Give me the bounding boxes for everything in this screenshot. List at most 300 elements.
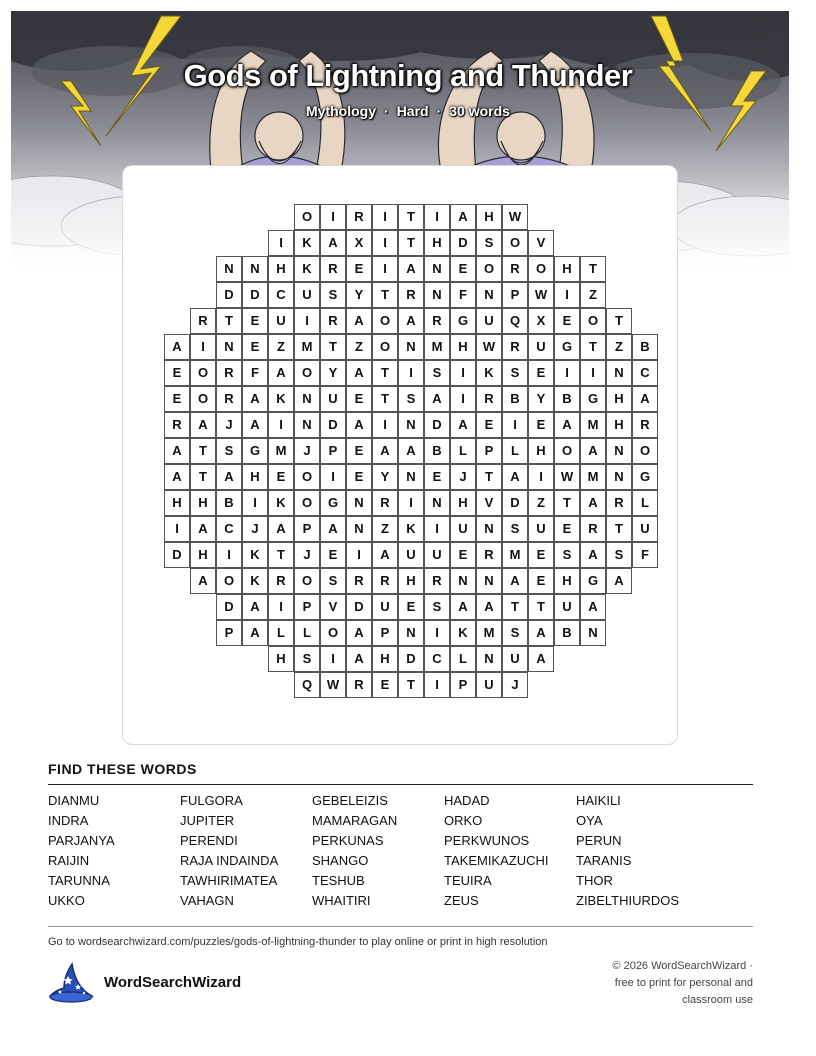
grid-cell[interactable]: O <box>528 256 554 282</box>
grid-cell[interactable]: A <box>372 438 398 464</box>
grid-cell[interactable]: I <box>554 282 580 308</box>
grid-cell[interactable]: V <box>476 490 502 516</box>
grid-cell[interactable]: V <box>528 230 554 256</box>
grid-cell[interactable]: A <box>528 620 554 646</box>
grid-cell[interactable]: O <box>294 360 320 386</box>
grid-cell[interactable]: P <box>476 438 502 464</box>
grid-cell[interactable]: A <box>346 412 372 438</box>
grid-cell[interactable]: T <box>190 438 216 464</box>
grid-cell[interactable]: S <box>216 438 242 464</box>
grid-cell[interactable]: N <box>606 464 632 490</box>
grid-cell[interactable]: P <box>450 672 476 698</box>
grid-cell[interactable]: A <box>164 464 190 490</box>
grid-cell[interactable]: R <box>346 568 372 594</box>
grid-cell[interactable]: D <box>320 412 346 438</box>
grid-cell[interactable]: L <box>502 438 528 464</box>
grid-cell[interactable]: A <box>190 568 216 594</box>
grid-cell[interactable]: D <box>164 542 190 568</box>
grid-cell[interactable]: C <box>268 282 294 308</box>
grid-cell[interactable]: N <box>580 620 606 646</box>
grid-cell[interactable]: R <box>580 516 606 542</box>
grid-cell[interactable]: S <box>502 620 528 646</box>
grid-cell[interactable]: N <box>242 256 268 282</box>
grid-cell[interactable]: H <box>450 334 476 360</box>
grid-cell[interactable]: N <box>346 490 372 516</box>
grid-cell[interactable]: N <box>398 620 424 646</box>
grid-cell[interactable]: W <box>502 204 528 230</box>
grid-cell[interactable]: T <box>398 230 424 256</box>
grid-cell[interactable]: E <box>164 360 190 386</box>
grid-cell[interactable]: K <box>294 256 320 282</box>
grid-cell[interactable]: Z <box>528 490 554 516</box>
grid-cell[interactable]: T <box>580 334 606 360</box>
grid-cell[interactable]: N <box>346 516 372 542</box>
grid-cell[interactable]: I <box>424 204 450 230</box>
grid-cell[interactable]: K <box>242 568 268 594</box>
grid-cell[interactable]: I <box>398 490 424 516</box>
grid-cell[interactable]: D <box>216 594 242 620</box>
grid-cell[interactable]: O <box>294 568 320 594</box>
grid-cell[interactable]: L <box>450 438 476 464</box>
grid-cell[interactable]: D <box>242 282 268 308</box>
grid-cell[interactable]: I <box>450 386 476 412</box>
grid-cell[interactable]: O <box>372 334 398 360</box>
grid-cell[interactable]: T <box>372 360 398 386</box>
grid-cell[interactable]: D <box>346 594 372 620</box>
grid-cell[interactable]: B <box>424 438 450 464</box>
grid-cell[interactable]: A <box>268 516 294 542</box>
grid-cell[interactable]: H <box>450 490 476 516</box>
grid-cell[interactable]: U <box>320 386 346 412</box>
grid-cell[interactable]: P <box>294 516 320 542</box>
grid-cell[interactable]: H <box>554 568 580 594</box>
grid-cell[interactable]: R <box>424 568 450 594</box>
grid-cell[interactable]: N <box>424 282 450 308</box>
grid-cell[interactable]: H <box>528 438 554 464</box>
grid-cell[interactable]: R <box>268 568 294 594</box>
grid-cell[interactable]: R <box>216 360 242 386</box>
grid-cell[interactable]: K <box>476 360 502 386</box>
grid-cell[interactable]: L <box>450 646 476 672</box>
grid-cell[interactable]: U <box>372 594 398 620</box>
grid-cell[interactable]: K <box>268 490 294 516</box>
grid-cell[interactable]: B <box>502 386 528 412</box>
grid-cell[interactable]: E <box>346 386 372 412</box>
grid-cell[interactable]: U <box>528 334 554 360</box>
grid-cell[interactable]: W <box>320 672 346 698</box>
grid-cell[interactable]: E <box>398 594 424 620</box>
grid-cell[interactable]: K <box>242 542 268 568</box>
grid-cell[interactable]: I <box>528 464 554 490</box>
grid-cell[interactable]: O <box>190 386 216 412</box>
grid-cell[interactable]: R <box>372 568 398 594</box>
grid-cell[interactable]: H <box>398 568 424 594</box>
grid-cell[interactable]: K <box>268 386 294 412</box>
grid-cell[interactable]: A <box>216 464 242 490</box>
grid-cell[interactable]: I <box>320 464 346 490</box>
grid-cell[interactable]: C <box>216 516 242 542</box>
grid-cell[interactable]: I <box>450 360 476 386</box>
grid-cell[interactable]: N <box>216 256 242 282</box>
grid-cell[interactable]: R <box>502 256 528 282</box>
grid-cell[interactable]: A <box>606 568 632 594</box>
grid-cell[interactable]: R <box>346 204 372 230</box>
grid-cell[interactable]: W <box>554 464 580 490</box>
grid-cell[interactable]: X <box>346 230 372 256</box>
grid-cell[interactable]: J <box>294 542 320 568</box>
grid-cell[interactable]: R <box>632 412 658 438</box>
grid-cell[interactable]: R <box>606 490 632 516</box>
grid-cell[interactable]: N <box>294 386 320 412</box>
grid-cell[interactable]: G <box>242 438 268 464</box>
grid-cell[interactable]: I <box>398 360 424 386</box>
grid-cell[interactable]: O <box>580 308 606 334</box>
grid-cell[interactable]: R <box>190 308 216 334</box>
grid-cell[interactable]: S <box>502 516 528 542</box>
grid-cell[interactable]: I <box>242 490 268 516</box>
grid-cell[interactable]: R <box>476 386 502 412</box>
grid-cell[interactable]: E <box>450 542 476 568</box>
grid-cell[interactable]: T <box>580 256 606 282</box>
grid-cell[interactable]: U <box>502 646 528 672</box>
grid-cell[interactable]: A <box>346 308 372 334</box>
grid-cell[interactable]: I <box>372 230 398 256</box>
grid-cell[interactable]: I <box>164 516 190 542</box>
grid-cell[interactable]: M <box>268 438 294 464</box>
grid-cell[interactable]: A <box>398 308 424 334</box>
grid-cell[interactable]: A <box>398 256 424 282</box>
grid-cell[interactable]: I <box>320 204 346 230</box>
grid-cell[interactable]: I <box>268 594 294 620</box>
grid-cell[interactable]: T <box>190 464 216 490</box>
grid-cell[interactable]: N <box>294 412 320 438</box>
grid-cell[interactable]: Y <box>346 282 372 308</box>
grid-cell[interactable]: O <box>476 256 502 282</box>
grid-cell[interactable]: K <box>294 230 320 256</box>
grid-cell[interactable]: R <box>476 542 502 568</box>
grid-cell[interactable]: U <box>268 308 294 334</box>
grid-cell[interactable]: A <box>346 646 372 672</box>
grid-cell[interactable]: B <box>554 620 580 646</box>
grid-cell[interactable]: A <box>528 646 554 672</box>
grid-cell[interactable]: I <box>502 412 528 438</box>
grid-cell[interactable]: M <box>294 334 320 360</box>
grid-cell[interactable]: C <box>632 360 658 386</box>
grid-cell[interactable]: Y <box>372 464 398 490</box>
grid-cell[interactable]: D <box>450 230 476 256</box>
grid-cell[interactable]: T <box>320 334 346 360</box>
grid-cell[interactable]: O <box>554 438 580 464</box>
grid-cell[interactable]: H <box>164 490 190 516</box>
grid-cell[interactable]: R <box>320 308 346 334</box>
grid-cell[interactable]: L <box>294 620 320 646</box>
grid-cell[interactable]: D <box>398 646 424 672</box>
grid-cell[interactable]: L <box>632 490 658 516</box>
grid-cell[interactable]: S <box>398 386 424 412</box>
grid-cell[interactable]: O <box>190 360 216 386</box>
grid-cell[interactable]: I <box>554 360 580 386</box>
grid-cell[interactable]: S <box>424 360 450 386</box>
grid-cell[interactable]: C <box>424 646 450 672</box>
grid-cell[interactable]: R <box>502 334 528 360</box>
grid-cell[interactable]: A <box>242 386 268 412</box>
grid-cell[interactable]: T <box>476 464 502 490</box>
grid-cell[interactable]: M <box>580 412 606 438</box>
grid-cell[interactable]: A <box>346 360 372 386</box>
grid-cell[interactable]: W <box>476 334 502 360</box>
grid-cell[interactable]: G <box>580 568 606 594</box>
grid-cell[interactable]: I <box>424 516 450 542</box>
grid-cell[interactable]: E <box>528 360 554 386</box>
grid-cell[interactable]: O <box>294 204 320 230</box>
grid-cell[interactable]: A <box>320 516 346 542</box>
grid-cell[interactable]: P <box>502 282 528 308</box>
grid-cell[interactable]: I <box>424 672 450 698</box>
grid-cell[interactable]: M <box>424 334 450 360</box>
grid-cell[interactable]: I <box>294 308 320 334</box>
grid-cell[interactable]: R <box>398 282 424 308</box>
grid-cell[interactable]: A <box>320 230 346 256</box>
grid-cell[interactable]: I <box>216 542 242 568</box>
grid-cell[interactable]: A <box>580 542 606 568</box>
grid-cell[interactable]: B <box>216 490 242 516</box>
grid-cell[interactable]: U <box>450 516 476 542</box>
grid-cell[interactable]: I <box>580 360 606 386</box>
grid-cell[interactable]: N <box>476 646 502 672</box>
grid-cell[interactable]: E <box>242 334 268 360</box>
grid-cell[interactable]: O <box>216 568 242 594</box>
grid-cell[interactable]: T <box>372 386 398 412</box>
grid-cell[interactable]: T <box>216 308 242 334</box>
grid-cell[interactable]: G <box>554 334 580 360</box>
grid-cell[interactable]: N <box>476 282 502 308</box>
grid-cell[interactable]: S <box>502 360 528 386</box>
grid-cell[interactable]: J <box>294 438 320 464</box>
grid-cell[interactable]: N <box>398 464 424 490</box>
grid-cell[interactable]: G <box>632 464 658 490</box>
grid-cell[interactable]: U <box>476 308 502 334</box>
grid-cell[interactable]: I <box>268 230 294 256</box>
grid-cell[interactable]: Y <box>320 360 346 386</box>
grid-cell[interactable]: Q <box>502 308 528 334</box>
grid-cell[interactable]: N <box>606 360 632 386</box>
grid-cell[interactable]: I <box>346 542 372 568</box>
grid-cell[interactable]: E <box>320 542 346 568</box>
grid-cell[interactable]: N <box>216 334 242 360</box>
grid-cell[interactable]: O <box>294 490 320 516</box>
grid-cell[interactable]: H <box>372 646 398 672</box>
grid-cell[interactable]: G <box>450 308 476 334</box>
grid-cell[interactable]: O <box>632 438 658 464</box>
grid-cell[interactable]: A <box>242 620 268 646</box>
grid-cell[interactable]: N <box>476 568 502 594</box>
grid-cell[interactable]: A <box>476 594 502 620</box>
grid-cell[interactable]: A <box>346 620 372 646</box>
grid-cell[interactable]: E <box>450 256 476 282</box>
grid-cell[interactable]: T <box>606 516 632 542</box>
grid-cell[interactable]: E <box>528 542 554 568</box>
grid-cell[interactable]: E <box>346 256 372 282</box>
grid-cell[interactable]: R <box>320 256 346 282</box>
grid-cell[interactable]: U <box>398 542 424 568</box>
grid-cell[interactable]: A <box>372 542 398 568</box>
grid-cell[interactable]: R <box>216 386 242 412</box>
grid-cell[interactable]: V <box>320 594 346 620</box>
grid-cell[interactable]: E <box>164 386 190 412</box>
grid-cell[interactable]: U <box>528 516 554 542</box>
grid-cell[interactable]: E <box>372 672 398 698</box>
grid-cell[interactable]: M <box>476 620 502 646</box>
grid-cell[interactable]: T <box>606 308 632 334</box>
grid-cell[interactable]: A <box>580 594 606 620</box>
grid-cell[interactable]: U <box>554 594 580 620</box>
grid-cell[interactable]: A <box>164 334 190 360</box>
grid-cell[interactable]: A <box>450 412 476 438</box>
grid-cell[interactable]: A <box>190 412 216 438</box>
grid-cell[interactable]: H <box>424 230 450 256</box>
grid-cell[interactable]: H <box>606 412 632 438</box>
grid-cell[interactable]: O <box>294 464 320 490</box>
grid-cell[interactable]: E <box>242 308 268 334</box>
grid-cell[interactable]: E <box>528 412 554 438</box>
grid-cell[interactable]: M <box>502 542 528 568</box>
grid-cell[interactable]: T <box>372 282 398 308</box>
grid-cell[interactable]: X <box>528 308 554 334</box>
grid-cell[interactable]: I <box>190 334 216 360</box>
grid-cell[interactable]: I <box>372 256 398 282</box>
grid-cell[interactable]: N <box>606 438 632 464</box>
grid-cell[interactable]: S <box>320 568 346 594</box>
grid-cell[interactable]: E <box>554 516 580 542</box>
grid-cell[interactable]: T <box>268 542 294 568</box>
grid-cell[interactable]: B <box>554 386 580 412</box>
grid-cell[interactable]: I <box>320 646 346 672</box>
grid-cell[interactable]: S <box>424 594 450 620</box>
grid-cell[interactable]: U <box>294 282 320 308</box>
grid-cell[interactable]: P <box>294 594 320 620</box>
grid-cell[interactable]: J <box>450 464 476 490</box>
grid-cell[interactable]: R <box>424 308 450 334</box>
grid-cell[interactable]: A <box>164 438 190 464</box>
grid-cell[interactable]: R <box>346 672 372 698</box>
grid-cell[interactable]: N <box>424 490 450 516</box>
grid-cell[interactable]: M <box>580 464 606 490</box>
grid-cell[interactable]: E <box>346 438 372 464</box>
grid-cell[interactable]: B <box>632 334 658 360</box>
grid-cell[interactable]: J <box>502 672 528 698</box>
grid-cell[interactable]: H <box>242 464 268 490</box>
grid-cell[interactable]: I <box>424 620 450 646</box>
grid-cell[interactable]: S <box>554 542 580 568</box>
grid-cell[interactable]: A <box>268 360 294 386</box>
grid-cell[interactable]: D <box>502 490 528 516</box>
grid-cell[interactable]: A <box>554 412 580 438</box>
grid-cell[interactable]: E <box>528 568 554 594</box>
grid-cell[interactable]: P <box>216 620 242 646</box>
grid-cell[interactable]: U <box>476 672 502 698</box>
grid-cell[interactable]: S <box>476 230 502 256</box>
grid-cell[interactable]: E <box>554 308 580 334</box>
grid-cell[interactable]: P <box>320 438 346 464</box>
grid-cell[interactable]: L <box>268 620 294 646</box>
grid-cell[interactable]: A <box>632 386 658 412</box>
grid-cell[interactable]: F <box>632 542 658 568</box>
grid-cell[interactable]: N <box>398 334 424 360</box>
grid-cell[interactable]: O <box>372 308 398 334</box>
grid-cell[interactable]: Z <box>346 334 372 360</box>
grid-cell[interactable]: S <box>294 646 320 672</box>
grid-cell[interactable]: A <box>398 438 424 464</box>
grid-cell[interactable]: A <box>502 464 528 490</box>
grid-cell[interactable]: I <box>268 412 294 438</box>
grid-cell[interactable]: U <box>424 542 450 568</box>
grid-cell[interactable]: D <box>216 282 242 308</box>
grid-cell[interactable]: E <box>268 464 294 490</box>
grid-cell[interactable]: T <box>502 594 528 620</box>
grid-cell[interactable]: Z <box>580 282 606 308</box>
grid-cell[interactable]: K <box>398 516 424 542</box>
grid-cell[interactable]: A <box>580 490 606 516</box>
grid-cell[interactable]: O <box>502 230 528 256</box>
grid-cell[interactable]: S <box>320 282 346 308</box>
grid-cell[interactable]: A <box>502 568 528 594</box>
grid-cell[interactable]: H <box>190 490 216 516</box>
grid-cell[interactable]: H <box>476 204 502 230</box>
grid-cell[interactable]: A <box>242 594 268 620</box>
grid-cell[interactable]: G <box>320 490 346 516</box>
grid-cell[interactable]: A <box>424 386 450 412</box>
grid-cell[interactable]: T <box>398 204 424 230</box>
grid-cell[interactable]: H <box>190 542 216 568</box>
grid-cell[interactable]: N <box>476 516 502 542</box>
grid-cell[interactable]: T <box>554 490 580 516</box>
grid-cell[interactable]: O <box>320 620 346 646</box>
grid-cell[interactable]: Q <box>294 672 320 698</box>
grid-cell[interactable]: H <box>268 256 294 282</box>
grid-cell[interactable]: U <box>632 516 658 542</box>
grid-cell[interactable]: F <box>242 360 268 386</box>
grid-cell[interactable]: J <box>216 412 242 438</box>
grid-cell[interactable]: F <box>450 282 476 308</box>
grid-cell[interactable]: D <box>424 412 450 438</box>
grid-cell[interactable]: A <box>242 412 268 438</box>
grid-cell[interactable]: R <box>372 490 398 516</box>
grid-cell[interactable]: H <box>268 646 294 672</box>
grid-cell[interactable]: N <box>398 412 424 438</box>
grid-cell[interactable]: Z <box>268 334 294 360</box>
grid-cell[interactable]: H <box>606 386 632 412</box>
grid-cell[interactable]: Z <box>606 334 632 360</box>
grid-cell[interactable]: A <box>450 204 476 230</box>
grid-cell[interactable]: G <box>580 386 606 412</box>
grid-cell[interactable]: S <box>606 542 632 568</box>
grid-cell[interactable]: K <box>450 620 476 646</box>
grid-cell[interactable]: W <box>528 282 554 308</box>
grid-cell[interactable]: P <box>372 620 398 646</box>
grid-cell[interactable]: Y <box>528 386 554 412</box>
grid-cell[interactable]: T <box>528 594 554 620</box>
grid-cell[interactable]: A <box>580 438 606 464</box>
grid-cell[interactable]: N <box>424 256 450 282</box>
grid-cell[interactable]: H <box>554 256 580 282</box>
grid-cell[interactable]: Z <box>372 516 398 542</box>
grid-cell[interactable]: T <box>398 672 424 698</box>
grid-cell[interactable]: E <box>476 412 502 438</box>
grid-cell[interactable]: I <box>372 204 398 230</box>
grid-cell[interactable]: J <box>242 516 268 542</box>
grid-cell[interactable]: E <box>424 464 450 490</box>
grid-cell[interactable]: A <box>190 516 216 542</box>
